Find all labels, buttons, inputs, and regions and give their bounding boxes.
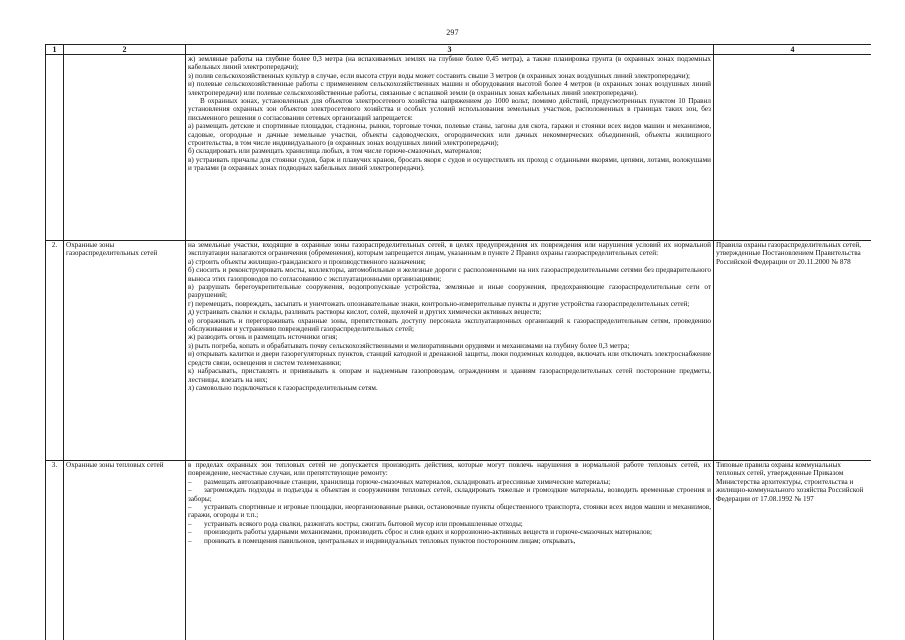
restriction-paragraph: д) устраивать свалки и склады, разливать растворы кислот, солей, щелочей и других химически активных веществ;	[188, 308, 542, 317]
header-col-3: 3	[186, 45, 714, 55]
restrictions-cell	[186, 461, 714, 640]
restriction-dash-item	[188, 520, 711, 528]
restriction-dash-item	[188, 486, 711, 503]
restrictions-cell	[186, 55, 714, 241]
restriction-paragraph: а) строить объекты жилищно-гражданского и производственного назначения;	[188, 257, 426, 266]
table-row	[46, 461, 872, 640]
zone-title-cell	[64, 461, 186, 640]
restrictions-table-wrapper	[45, 44, 871, 640]
legal-reference: Типовые правила охраны коммунальных тепловых сетей, утвержденные Приказом Министерства архитектуры, строительства и жилищно-коммунального хозяйства Российской Федерации от 17.08.1992 № 197	[716, 461, 864, 503]
table-row	[46, 241, 872, 461]
restriction-paragraph: в пределах охранных зон тепловых сетей не допускается производить действия, которые могут повлечь нарушения в нормальной работе тепловых сетей, их повреждение, несчастные случаи, или препятствующие ремонту:	[188, 461, 711, 478]
dash-item-text: размещать автозаправочные станции, хранилища горюче-смазочных материалов, складировать агрессивные химические материалы;	[204, 477, 611, 486]
restriction-paragraph: на земельные участки, входящие в охранные зоны газораспределительных сетей, в целях предупреждения их повреждения или нарушения условий их нормальной эксплуатации налагаются ограничения (обременения), которым запрещается лицам, указанным в пункте 2 Правил охраны газораспределительных сетей:	[188, 241, 711, 258]
table-row	[46, 55, 872, 241]
dash-marker: –	[188, 519, 192, 528]
dash-marker: –	[188, 536, 192, 545]
restriction-dash-item	[188, 503, 711, 520]
restriction-paragraph: б) сносить и реконструировать мосты, коллекторы, автомобильные и железные дороги с расположенными на них газораспределительными сетями без предварительного выноса этих газопроводов по согласованию с эксплуатационными организациями;	[188, 266, 711, 283]
restriction-paragraph: в) разрушать берегоукрепительные сооружения, водопропускные устройства, земляные и иные сооружения, предохраняющие газораспределительные сети от разрушений;	[188, 283, 711, 300]
row-number: 3.	[46, 461, 64, 640]
restriction-dash-item	[188, 478, 711, 486]
legal-reference-cell	[714, 461, 872, 640]
zone-title: Охранные зоны тепловых сетей	[66, 461, 164, 469]
restriction-paragraph: з) рыть погреба, копать и обрабатывать почву сельскохозяйственными и мелиоративными орудиями и механизмами на глубину более 0,3 метра;	[188, 341, 630, 350]
header-col-1: 1	[46, 45, 64, 55]
restriction-paragraph: ж) земляные работы на глубине более 0,3 метра (на вспахиваемых землях на глубине более 0,45 метра), а также планировка грунта (в охранных зонах подземных кабельных линий электропередачи);	[188, 55, 711, 72]
restriction-paragraph: ж) разводить огонь и размещать источники огня;	[188, 333, 338, 342]
restriction-paragraph: и) полевые сельскохозяйственные работы с применением сельскохозяйственных машин и оборудования высотой более 4 метров (в охранных зонах воздушных линий электропередачи) или полевые сельскохозяйственные работы, связанные с вспашкой земли (в охранных зонах кабельных линий электропередачи).	[188, 80, 711, 97]
dash-marker: –	[188, 503, 192, 512]
restriction-paragraph: е) огораживать и перегораживать охранные зоны, препятствовать доступу персонала эксплуатационных организаций к газораспределительным сетям, проведению обслуживания и устранению повреждений газораспределительных сетей;	[188, 316, 711, 334]
header-col-4: 4	[714, 45, 872, 55]
restriction-paragraph: б) складировать или размещать хранилища любых, в том числе горюче-смазочных, материалов;	[188, 147, 482, 156]
dash-item-text: проникать в помещения павильонов, центральных и индивидуальных тепловых пунктов посторонним лицам; открывать,	[204, 536, 576, 545]
row-number: 2.	[46, 241, 64, 461]
legal-reference-cell	[714, 55, 872, 241]
dash-marker: –	[188, 477, 192, 486]
restriction-paragraph: л) самовольно подключаться к газораспределительным сетям.	[188, 383, 378, 392]
restriction-dash-item	[188, 537, 711, 545]
restriction-paragraph: к) набрасывать, приставлять и привязывать к опорам и надземным газопроводам, ограждениям и зданиям газораспределительных сетей посторонние предметы, лестницы, влезать на них;	[188, 367, 711, 384]
header-col-2: 2	[64, 45, 186, 55]
restrictions-cell	[186, 241, 714, 461]
zone-title: Охранные зоны газораспределительных сетей	[66, 241, 158, 258]
restriction-dash-item	[188, 528, 711, 536]
dash-item-text: устраивать всякого рода свалки, разжигать костры, сжигать бытовой мусор или промышленные отходы;	[204, 519, 523, 528]
legal-reference: Правила охраны газораспределительных сетей, утвержденные Постановлением Правительства Российской Федерации от 20.11.2000 № 878	[716, 241, 862, 266]
restrictions-table	[45, 44, 871, 640]
restriction-paragraph: В охранных зонах, установленных для объектов электросетевого хозяйства напряжением до 1000 вольт, помимо действий, предусмотренных пунктом 10 Правил установления охранных зон объектов электросетевого хозяйства и особых условий использования земельных участков, расположенных в границах таких зон, без письменного решения о согласовании сетевых организаций запрещается:	[188, 97, 711, 122]
dash-marker: –	[188, 486, 192, 495]
restriction-paragraph: з) полив сельскохозяйственных культур в случае, если высота струи воды может составить свыше 3 метров (в охранных зонах воздушных линий электропередачи);	[188, 71, 690, 80]
row-number	[46, 55, 64, 241]
header-row	[46, 45, 872, 55]
restriction-paragraph: г) перемещать, повреждать, засыпать и уничтожать опознавательные знаки, контрольно-измерительные пункты и другие устройства газораспределительных сетей;	[188, 299, 690, 308]
zone-title-cell	[64, 241, 186, 461]
dash-item-text: устраивать спортивные и игровые площадки, неорганизованные рынки, остановочные пункты общественного транспорта, стоянки всех видов машин и механизмов, гаражи, огороды и т.п.;	[188, 503, 711, 520]
legal-reference-cell	[714, 241, 872, 461]
table-body	[46, 55, 872, 640]
page-number: 297	[446, 28, 459, 37]
dash-marker: –	[188, 528, 192, 537]
dash-item-text: производить работы ударными механизмами, производить сброс и слив едких и коррозионно-активных веществ и горюче-смазочных материалов;	[204, 528, 653, 537]
zone-title-cell	[64, 55, 186, 241]
restriction-paragraph: и) открывать калитки и двери газорегуляторных пунктов, станций катодной и дренажной защиты, люки подземных колодцев, включать или отключать электроснабжение средств связи, освещения и систем телемеханики;	[188, 350, 711, 367]
restriction-paragraph: а) размещать детские и спортивные площадки, стадионы, рынки, торговые точки, полевые станы, загоны для скота, гаражи и стоянки всех видов машин и механизмов, садовые, огородные и дачные земельные участки, объекты садоводческих, огороднических или дачных некоммерческих объединений, объекты жилищного строительства, в том числе индивидуального (в охранных зонах воздушных линий электропередачи);	[188, 122, 711, 148]
restriction-paragraph: в) устраивать причалы для стоянки судов, барж и плавучих кранов, бросать якоря с судов и осуществлять их проход с отданными якорями, цепями, лотами, волокушами и тралами (в охранных зонах подводных кабельных линий электропередачи).	[188, 155, 711, 173]
dash-item-text: загромождать подходы и подъезды к объектам и сооружениям тепловых сетей, складировать тяжелые и громоздкие материалы, возводить временные строения и заборы;	[188, 486, 711, 503]
